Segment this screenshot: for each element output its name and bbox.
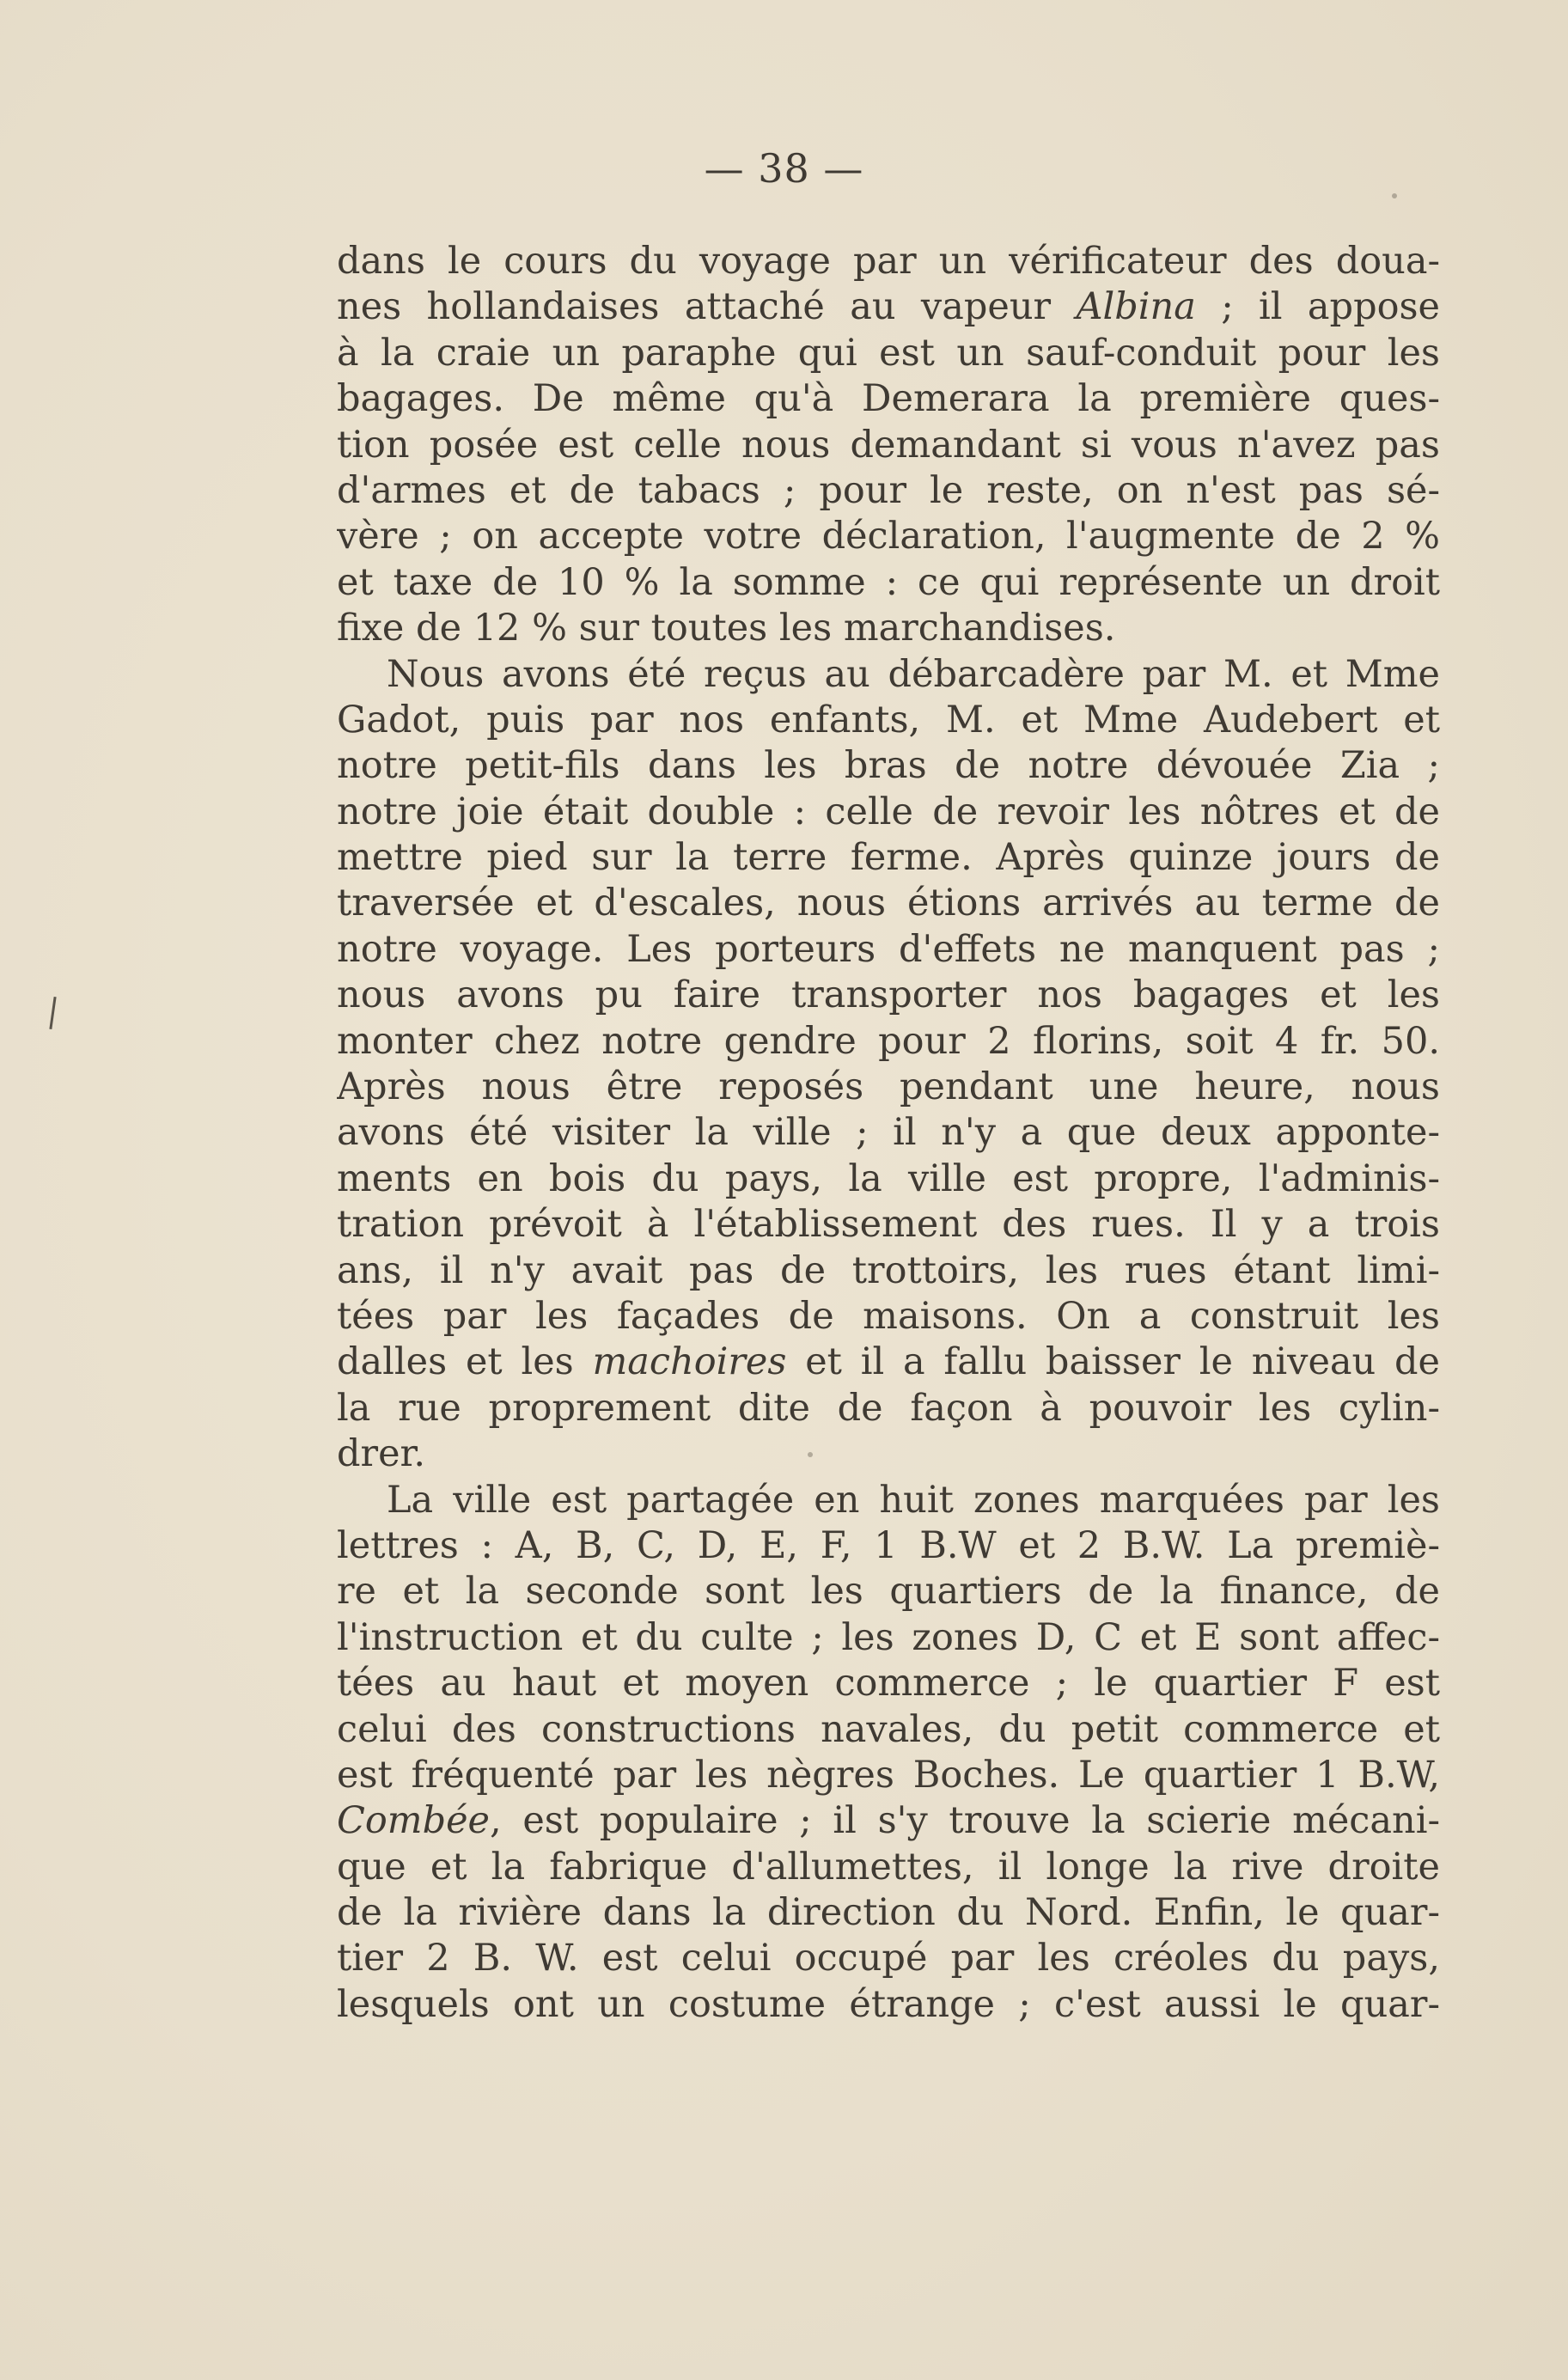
text-segment: nes hollandaises attaché au vapeur <box>337 285 1077 329</box>
italic-text: machoires <box>592 1340 787 1384</box>
text-line <box>337 1110 1440 1156</box>
text-line <box>337 1661 1440 1706</box>
text-line <box>337 1890 1440 1936</box>
text-line <box>337 1065 1440 1110</box>
text-segment: lettres : A, B, C, D, E, F, 1 B.W et 2 B.W. La premiè- <box>337 1523 1440 1567</box>
text-segment: avons été visiter la ville ; il n'y a que deux apponte- <box>337 1111 1440 1155</box>
text-segment: lesquels ont un costume étrange ; c'est aussi le quar- <box>337 1982 1440 2026</box>
text-segment: notre joie était double : celle de revoir les nôtres et de <box>337 790 1440 833</box>
text-line <box>337 1248 1440 1294</box>
text-line <box>337 698 1440 743</box>
text-segment: traversée et d'escales, nous étions arrivés au terme de <box>337 882 1440 925</box>
text-line <box>337 1615 1440 1661</box>
text-line <box>337 1202 1440 1248</box>
text-segment: l'instruction et du culte ; les zones D, C et E sont affec- <box>337 1615 1440 1659</box>
text-segment: mettre pied sur la terre ferme. Après quinze jours de <box>337 836 1440 880</box>
text-segment: fixe de 12 % sur toutes les marchandises. <box>337 607 1116 650</box>
text-segment: dalles et les <box>337 1340 593 1384</box>
text-segment: notre voyage. Les porteurs d'effets ne manquent pas ; <box>337 927 1440 971</box>
text-line <box>337 1386 1440 1431</box>
text-segment: ; il appose <box>1195 285 1440 329</box>
text-line <box>337 1523 1440 1569</box>
body-text <box>337 239 1440 2028</box>
text-segment: dans le cours du voyage par un vérificateur des doua- <box>337 240 1440 283</box>
text-segment: Après nous être reposés pendant une heure, nous <box>337 1065 1440 1109</box>
text-line <box>337 514 1440 559</box>
text-line <box>337 284 1440 330</box>
page-number: — 38 — <box>704 145 864 192</box>
text-line <box>337 790 1440 835</box>
text-line <box>337 1294 1440 1340</box>
text-line <box>337 606 1440 651</box>
text-segment: la rue proprement dite de façon à pouvoir les cylin- <box>337 1386 1440 1430</box>
text-line <box>337 1569 1440 1614</box>
text-line <box>337 1753 1440 1798</box>
text-segment: re et la seconde sont les quartiers de la finance, de <box>337 1570 1440 1614</box>
text-line <box>337 331 1440 376</box>
text-line <box>337 560 1440 606</box>
text-segment: tration prévoit à l'établissement des rues. Il y a trois <box>337 1203 1440 1247</box>
italic-text: Albina <box>1076 285 1196 329</box>
text-line <box>337 376 1440 422</box>
text-line <box>337 1019 1440 1065</box>
text-line <box>337 1431 1440 1477</box>
text-segment: Nous avons été reçus au débarcadère par M. et Mme <box>387 652 1440 696</box>
text-segment: tion posée est celle nous demandant si vous n'avez pas <box>337 423 1440 467</box>
text-segment: notre petit-fils dans les bras de notre dévouée Zia ; <box>337 744 1440 788</box>
paper-speck <box>808 1452 813 1457</box>
text-segment: vère ; on accepte votre déclaration, l'augmente de 2 % <box>337 515 1440 558</box>
text-line <box>337 1982 1440 2028</box>
text-line <box>337 1845 1440 1890</box>
text-segment: à la craie un paraphe qui est un sauf-conduit pour les <box>337 331 1440 375</box>
text-segment: monter chez notre gendre pour 2 florins, soit 4 fr. 50. <box>337 1019 1440 1063</box>
text-segment: est fréquenté par les nègres Boches. Le quartier 1 B.W, <box>337 1753 1440 1797</box>
margin-pencil-mark <box>49 997 56 1029</box>
text-line <box>337 652 1440 698</box>
text-line <box>337 239 1440 284</box>
text-segment: que et la fabrique d'allumettes, il longe la rive droite <box>337 1845 1440 1889</box>
text-line <box>337 1340 1440 1385</box>
text-line <box>337 1478 1440 1523</box>
text-segment: ans, il n'y avait pas de trottoirs, les rues étant limi- <box>337 1248 1440 1292</box>
text-segment: celui des constructions navales, du petit commerce et <box>337 1707 1440 1751</box>
text-line <box>337 1156 1440 1202</box>
italic-text: Combée <box>337 1799 490 1843</box>
text-line <box>337 881 1440 926</box>
text-segment: d'armes et de tabacs ; pour le reste, on n'est pas sé- <box>337 468 1440 512</box>
text-segment: , est populaire ; il s'y trouve la scierie mécani- <box>489 1799 1440 1843</box>
text-line <box>337 835 1440 881</box>
paper-speck <box>1392 193 1397 198</box>
text-line <box>337 1798 1440 1844</box>
text-segment: et il a fallu baisser le niveau de <box>786 1340 1440 1384</box>
text-segment: Gadot, puis par nos enfants, M. et Mme Audebert et <box>337 698 1440 741</box>
text-segment: tées par les façades de maisons. On a construit les <box>337 1294 1440 1338</box>
text-line <box>337 1707 1440 1753</box>
text-line <box>337 927 1440 973</box>
text-segment: et taxe de 10 % la somme : ce qui représente un droit <box>337 560 1440 604</box>
text-segment: nous avons pu faire transporter nos bagages et les <box>337 973 1440 1017</box>
text-segment: bagages. De même qu'à Demerara la première ques- <box>337 377 1440 421</box>
text-line <box>337 743 1440 789</box>
text-segment: La ville est partagée en huit zones marquées par les <box>387 1478 1440 1522</box>
text-line <box>337 468 1440 514</box>
text-segment: ments en bois du pays, la ville est propre, l'adminis- <box>337 1156 1440 1200</box>
text-segment: drer. <box>337 1432 426 1476</box>
text-line <box>337 1936 1440 1981</box>
text-line <box>337 423 1440 468</box>
text-line <box>337 973 1440 1018</box>
text-segment: tées au haut et moyen commerce ; le quartier F est <box>337 1662 1440 1706</box>
text-segment: de la rivière dans la direction du Nord. Enfin, le quar- <box>337 1891 1440 1935</box>
text-segment: tier 2 B. W. est celui occupé par les créoles du pays, <box>337 1937 1440 1980</box>
